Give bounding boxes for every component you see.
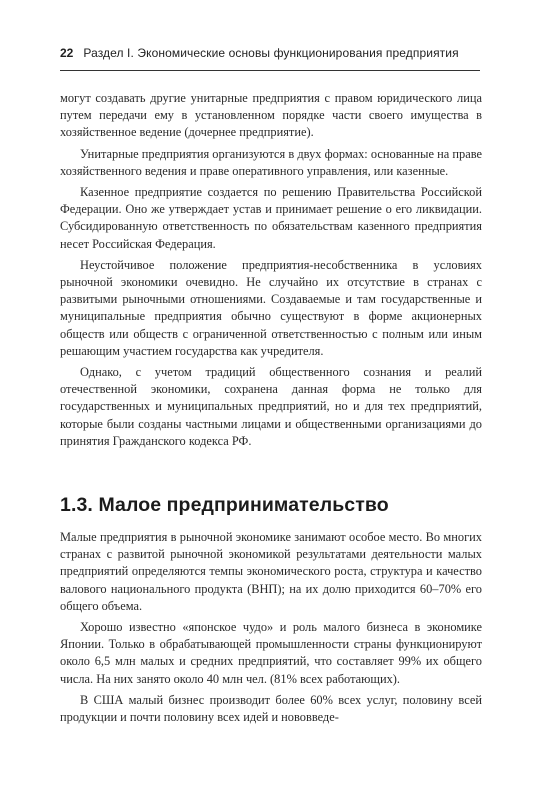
page-number: 22 — [60, 46, 74, 60]
paragraph: Казенное предприятие создается по решению Правительства Российской Федерации. Оно же утверждает устав и принимает решение о его ликвидации. Субсидированную ответственность по обязательствам казенного предприятия несет Российская Федерация. — [60, 185, 482, 251]
header-rule — [60, 70, 480, 71]
running-header — [60, 46, 480, 60]
paragraph: В США малый бизнес производит более 60% всех услуг, половину всей продукции и почти половину всех идей и нововведе- — [60, 692, 482, 725]
paragraph: Однако, с учетом традиций общественного сознания и реалий отечественной экономики, сохранена данная форма не только для государственных и муниципальных предприятий, но и для тех предприятий, которые были созданы частными лицами и общественными организациями до принятия Гражданского кодекса РФ. — [60, 365, 482, 448]
paragraph: Малые предприятия в рыночной экономике занимают особое место. Во многих странах с развитой рыночной экономикой результатами деятельности малых предприятий определяются темпы экономического роста, структура и качество валового национального продукта (ВНП); на их долю приходится 60–70% его общего объема. — [60, 530, 482, 613]
section-heading: 1.3. Малое предпринимательство — [60, 494, 389, 516]
section-body-text — [60, 529, 482, 730]
body-text — [60, 90, 482, 454]
paragraph: Хорошо известно «японское чудо» и роль малого бизнеса в экономике Японии. Только в обрабатывающей промышленности страны функционируют около 6,5 млн малых и средних предприятий, что составляет 99% их общего числа. На них занято около 40 млн чел. (81% всех работающих). — [60, 620, 482, 686]
paragraph: Унитарные предприятия организуются в двух формах: основанные на праве хозяйственного ведения и праве оперативного управления, или казенные. — [60, 146, 482, 178]
paragraph: Неустойчивое положение предприятия-несобственника в условиях рыночной экономики очевидно. Не случайно их отсутствие в странах с развитыми рыночными отношениями. Создаваемые и там государственные и муниципальные предприятия обычно существуют в форме акционерных обществ или обществ с ограниченной ответственностью с полным или иным решающим участием государства как учредителя. — [60, 257, 482, 358]
paragraph: могут создавать другие унитарные предприятия с правом юридического лица путем передачи ему в установленном порядке части своего имущества в хозяйственное ведение (дочернее предприятие). — [60, 91, 482, 140]
chapter-title: Раздел I. Экономические основы функционирования предприятия — [83, 46, 459, 60]
